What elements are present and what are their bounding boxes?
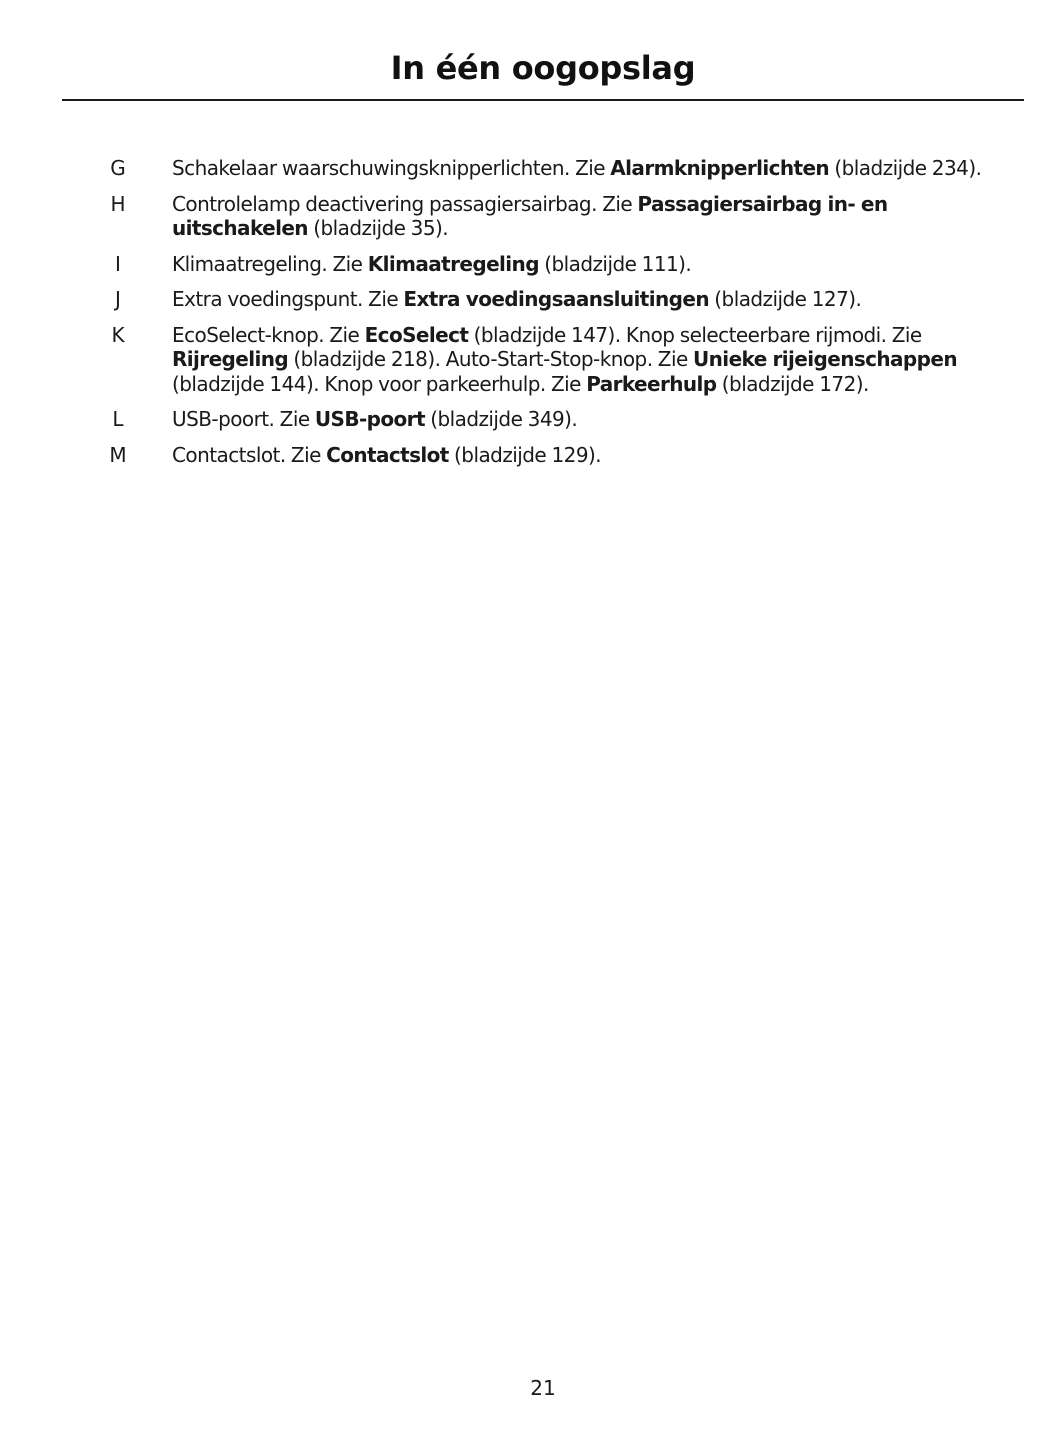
entry-text-part: (bladzijde 172). (716, 371, 869, 396)
entry-description (172, 192, 1022, 241)
cross-reference-link[interactable]: Klimaatregeling (367, 251, 539, 276)
entry-description (172, 252, 1022, 277)
cross-reference-link[interactable]: EcoSelect (364, 322, 469, 347)
entry-description (172, 287, 1022, 312)
cross-reference-link[interactable]: Alarmknipperlichten (610, 156, 830, 180)
entry-description (172, 156, 1022, 181)
cross-reference-link[interactable]: Unieke rijeigenschappen (693, 347, 957, 371)
cross-reference-link[interactable]: Rijregeling (172, 347, 289, 371)
entry-text-part: (bladzijde 35). (307, 216, 449, 240)
cross-reference-link[interactable]: Extra voedingsaansluitingen (403, 287, 709, 311)
entry-text-part: (bladzijde 111). (538, 251, 692, 276)
entry-description (172, 407, 1022, 432)
page-title: In één oogopslag (390, 49, 696, 87)
entry-letter: L (112, 407, 124, 431)
legend-entry-k (0, 323, 1056, 397)
entry-description (172, 323, 1022, 397)
legend-entry-h (0, 192, 1056, 241)
entry-letter: H (110, 191, 126, 216)
entry-description (172, 443, 1022, 468)
cross-reference-link[interactable]: USB-poort (314, 407, 425, 431)
entry-text-part: (bladzijde 218). Auto-Start-Stop-knop. Zie (288, 347, 694, 371)
title-divider (62, 99, 1024, 101)
entry-text-part: Extra voedingspunt. Zie (172, 287, 404, 311)
entry-text-part: Schakelaar waarschuwingsknipperlichten. Zie (172, 156, 611, 180)
cross-reference-link[interactable]: Parkeerhulp (586, 371, 717, 396)
entry-text-part: (bladzijde 147). Knop selecteerbare rijmodi. Zie (468, 322, 922, 347)
entry-text-part: Contactslot. Zie (172, 442, 327, 467)
entry-text-part: (bladzijde 234). (829, 156, 982, 180)
entry-text-part: USB-poort. Zie (172, 407, 315, 431)
entry-text-part: (bladzijde 349). (424, 407, 578, 431)
cross-reference-link[interactable]: Contactslot (326, 442, 449, 467)
entry-letter: M (109, 442, 127, 467)
entry-text-part: (bladzijde 127). (708, 287, 862, 311)
entry-letter: I (115, 251, 121, 276)
legend-entry-g (0, 156, 1056, 181)
entry-letter: K (111, 322, 125, 347)
entry-letter: J (115, 287, 121, 311)
entry-text-part: EcoSelect-knop. Zie (172, 322, 365, 347)
legend-entry-list (0, 156, 1056, 478)
legend-entry-l (0, 407, 1056, 432)
legend-entry-i (0, 252, 1056, 277)
legend-entry-m (0, 443, 1056, 468)
entry-text-part: (bladzijde 129). (448, 442, 602, 467)
entry-text-part: Controlelamp deactivering passagiersairbag. Zie (172, 191, 638, 216)
cross-reference-link[interactable]: Passagiersairbag in- en uitschakelen (172, 191, 888, 240)
page-number: 21 (530, 1376, 556, 1400)
entry-text-part: (bladzijde 144). Knop voor parkeerhulp. Zie (172, 371, 587, 396)
entry-text-part: Klimaatregeling. Zie (172, 251, 368, 276)
entry-letter: G (110, 156, 126, 180)
legend-entry-j (0, 287, 1056, 312)
